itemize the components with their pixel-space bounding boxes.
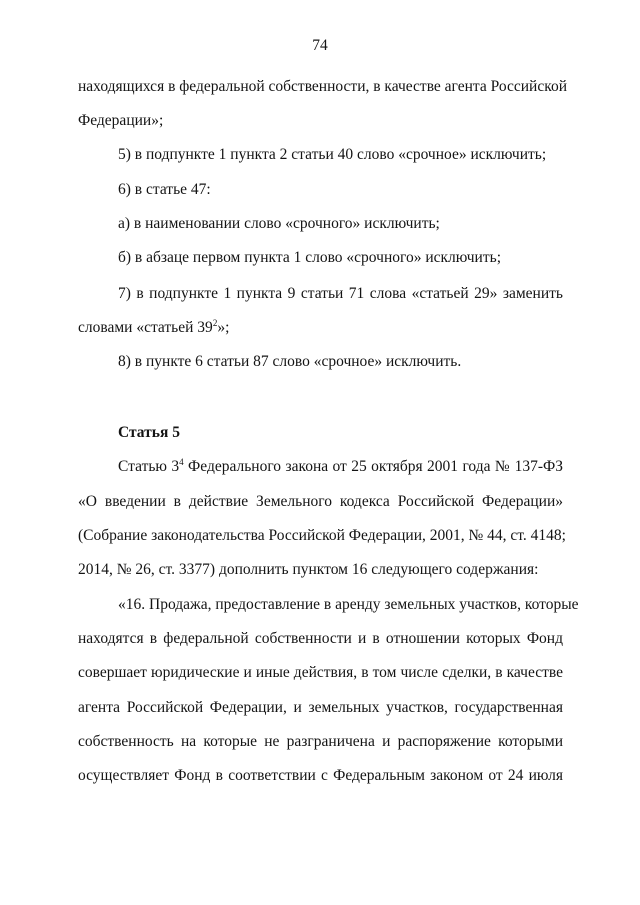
text-line: б) в абзаце первом пункта 1 слово «срочного» исключить; <box>118 249 502 266</box>
text-line: 6) в статье 47: <box>118 181 211 198</box>
text-line: а) в наименовании слово «срочного» исключить; <box>118 215 440 232</box>
text-line <box>118 457 563 477</box>
text-line: 8) в пункте 6 статьи 87 слово «срочное» исключить. <box>118 353 462 370</box>
text-fragment: словами «статьей 39 <box>78 319 213 336</box>
article-heading: Статья 5 <box>118 424 180 441</box>
text-line: Федерации»; <box>78 112 164 129</box>
text-line: агента Российской Федерации, и земельных участков, государственная <box>78 699 563 716</box>
text-line: «16. Продажа, предоставление в аренду земельных участков, которые <box>118 596 579 613</box>
text-line: 7) в подпункте 1 пункта 9 статьи 71 слова «статьей 29» заменить <box>118 285 563 302</box>
page-number: 74 <box>312 37 328 54</box>
text-line: 5) в подпункте 1 пункта 2 статьи 40 слово «срочное» исключить; <box>118 146 547 163</box>
text-fragment: »; <box>217 319 230 336</box>
text-line: «О введении в действие Земельного кодекса Российской Федерации» <box>78 493 563 510</box>
text-line: совершает юридические и иные действия, в том числе сделки, в качестве <box>78 664 563 681</box>
text-fragment: Статью 3 <box>118 458 180 475</box>
text-line <box>78 318 229 338</box>
text-line: 2014, № 26, ст. 3377) дополнить пунктом 16 следующего содержания: <box>78 561 539 578</box>
text-line: (Собрание законодательства Российской Федерации, 2001, № 44, ст. 4148; <box>78 527 566 544</box>
text-line: осуществляет Фонд в соответствии с Федеральным законом от 24 июля <box>78 767 563 784</box>
text-line: находящихся в федеральной собственности, в качестве агента Российской <box>78 78 567 95</box>
text-line: находятся в федеральной собственности и в отношении которых Фонд <box>78 630 563 647</box>
text-fragment: Федерального закона от 25 октября 2001 года № 137-ФЗ <box>183 458 563 475</box>
superscript: 2 <box>212 318 218 328</box>
text-line: собственность на которые не разграничена и распоряжение которыми <box>78 733 563 750</box>
superscript: 4 <box>179 457 184 467</box>
